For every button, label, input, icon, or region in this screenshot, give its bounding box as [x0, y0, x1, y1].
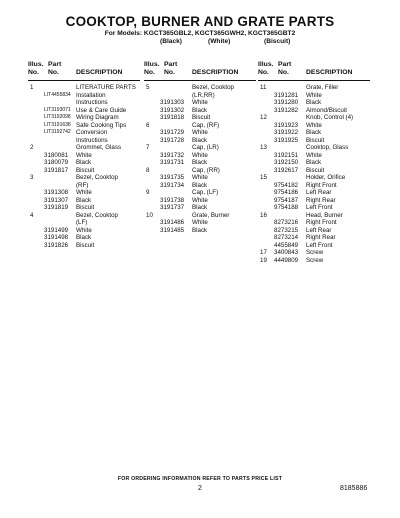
part-number: 3191734	[160, 181, 185, 189]
part-description: Instructions	[76, 99, 108, 106]
part-description: Holder, Orifice	[306, 174, 346, 181]
parts-row	[258, 92, 370, 100]
parts-row	[144, 107, 256, 115]
part-description: White	[76, 226, 92, 234]
part-number: 9754187	[274, 196, 299, 204]
parts-row	[144, 84, 256, 92]
part-number: 3191498	[44, 234, 69, 241]
parts-row	[28, 144, 140, 152]
part-number: 4449809	[274, 256, 299, 264]
part-description: Cap, (LF)	[192, 189, 219, 196]
illustration-number: 2	[30, 144, 34, 151]
part-number: 3191817	[44, 166, 69, 174]
part-number: 3191307	[44, 196, 69, 204]
part-description: (LR,RR)	[192, 91, 215, 99]
part-description: Bezel, Cooktop	[76, 211, 118, 219]
part-number: 8273216	[274, 219, 299, 226]
part-description: Cap, (LR)	[192, 144, 219, 151]
parts-row	[28, 219, 140, 227]
part-number: 3191728	[160, 136, 185, 144]
part-number: 3180079	[44, 159, 69, 166]
part-number: 3191280	[274, 99, 299, 106]
part-header-line2: No.	[164, 69, 175, 76]
part-description: Cap, (RF)	[192, 121, 220, 129]
illustration-number: 6	[146, 121, 150, 129]
part-number: 3191499	[44, 226, 69, 234]
parts-row	[28, 99, 140, 107]
part-description: Biscuit	[76, 166, 95, 174]
part-description: White	[306, 151, 322, 159]
illustration-number: 15	[260, 174, 267, 181]
part-number: 3191818	[160, 114, 185, 121]
parts-row	[28, 167, 140, 175]
parts-row	[144, 129, 256, 137]
part-number: 3191732	[160, 151, 185, 159]
parts-row	[258, 234, 370, 242]
parts-row	[144, 159, 256, 167]
parts-row	[28, 189, 140, 197]
model-color-biscuit: (Biscuit)	[264, 38, 291, 45]
parts-row	[144, 99, 256, 107]
part-header-line2: No.	[278, 69, 289, 76]
part-description: Installation	[76, 91, 106, 99]
part-description: Cooktop, Glass	[306, 144, 349, 151]
part-number: 3191731	[160, 159, 185, 166]
part-number: 8273214	[274, 234, 299, 241]
part-number: 3191282	[274, 106, 299, 114]
parts-row	[144, 114, 256, 122]
illustration-number: 13	[260, 144, 267, 151]
ordering-note: FOR ORDERING INFORMATION REFER TO PARTS PRICE LIST	[117, 476, 283, 482]
parts-row	[258, 219, 370, 227]
illus-header	[28, 61, 44, 77]
parts-row	[144, 152, 256, 160]
parts-row	[28, 204, 140, 212]
part-description: Right Front	[306, 181, 337, 189]
description-header-line2: DESCRIPTION	[306, 69, 353, 76]
part-number: 3180081	[44, 151, 69, 159]
part-number: 3191308	[44, 189, 69, 196]
illustration-number: 3	[30, 174, 34, 181]
parts-row	[28, 159, 140, 167]
parts-row	[28, 234, 140, 242]
part-number: 3191486	[160, 219, 185, 226]
parts-row	[144, 92, 256, 100]
illus-header-line1: Illus.	[144, 61, 160, 68]
part-number: 3192151	[274, 151, 299, 159]
parts-row	[144, 212, 256, 220]
part-header-line1: Part	[48, 61, 62, 68]
part-number: 9754186	[274, 189, 299, 196]
part-description: Grate, Burner	[192, 211, 230, 219]
part-description: Biscuit	[306, 136, 325, 144]
part-description: Knob, Control (4)	[306, 114, 354, 121]
description-header-line2: DESCRIPTION	[76, 69, 123, 76]
part-description: Black	[306, 159, 322, 166]
illustration-number: 9	[146, 189, 150, 196]
parts-row	[144, 182, 256, 190]
part-description: Right Rear	[306, 234, 336, 241]
illustration-number: 4	[30, 211, 34, 219]
part-description: White	[192, 196, 208, 204]
part-description: Left Rear	[306, 226, 332, 234]
description-header	[192, 61, 238, 77]
part-description: Biscuit	[76, 241, 95, 249]
part-description: Black	[192, 204, 208, 211]
part-number: 3191923	[274, 121, 299, 129]
parts-row	[258, 197, 370, 205]
parts-row	[28, 152, 140, 160]
parts-row	[258, 212, 370, 220]
part-number: 9754182	[274, 181, 299, 189]
illustration-number: 1	[30, 84, 34, 91]
parts-row	[258, 204, 370, 212]
parts-row	[28, 107, 140, 115]
parts-row	[144, 137, 256, 145]
part-description: Black	[76, 234, 92, 241]
illustration-number: 17	[260, 249, 267, 256]
parts-row	[144, 227, 256, 235]
part-header	[48, 61, 61, 77]
parts-row	[28, 242, 140, 250]
part-number: 3191925	[274, 136, 299, 144]
part-description: Left Rear	[306, 189, 332, 196]
parts-row	[258, 242, 370, 250]
description-header	[306, 61, 352, 77]
illus-header-line1: Illus.	[28, 61, 44, 68]
part-number: 3191281	[274, 91, 299, 99]
parts-row	[258, 167, 370, 175]
part-description: Right Front	[306, 219, 337, 226]
parts-row	[28, 84, 140, 92]
part-number: 3191302	[160, 106, 185, 114]
parts-row	[258, 152, 370, 160]
part-description: Bezel, Cooktop	[192, 84, 234, 91]
model-color-white: (White)	[208, 38, 231, 45]
illus-header-line2: No.	[28, 69, 39, 76]
part-number: 9754188	[274, 204, 299, 211]
part-number: LIT3193071	[44, 106, 71, 113]
parts-row	[28, 129, 140, 137]
part-header-line1: Part	[278, 61, 292, 68]
illustration-number: 16	[260, 211, 267, 219]
models-line: For Models: KGCT365GBL2, KGCT365GWH2, KGCT365GBT2	[104, 30, 296, 37]
part-number: LIT3192098	[44, 114, 71, 120]
part-description: Grommet, Glass	[76, 144, 122, 151]
part-number: 3191826	[44, 241, 69, 249]
part-description: Black	[192, 181, 208, 189]
part-description: White	[192, 129, 208, 136]
part-number: 4455849	[274, 241, 299, 249]
parts-row	[28, 212, 140, 220]
illustration-number: 19	[260, 256, 267, 264]
part-number: 3192617	[274, 166, 299, 174]
parts-column-1	[28, 58, 140, 249]
part-description: Instructions	[76, 136, 108, 144]
description-header	[76, 61, 122, 77]
parts-row	[144, 189, 256, 197]
part-description: Wiring Diagram	[76, 114, 119, 121]
part-number: 3192150	[274, 159, 299, 166]
part-description: Black	[76, 159, 92, 166]
part-number: LIT3191638	[44, 121, 71, 128]
parts-row	[258, 249, 370, 257]
part-header-line1: Part	[164, 61, 178, 68]
part-number: 3191735	[160, 174, 185, 181]
parts-row	[28, 114, 140, 122]
column-header	[144, 58, 256, 81]
illus-header	[144, 61, 160, 77]
part-number: 3191729	[160, 129, 185, 136]
parts-row	[258, 129, 370, 137]
parts-row	[28, 137, 140, 145]
part-number: LIT4455834	[44, 91, 71, 98]
part-number: 3191485	[160, 226, 185, 234]
part-description: Cap, (RR)	[192, 166, 220, 174]
part-number: 3191737	[160, 204, 185, 211]
part-number: LIT3192742	[44, 129, 71, 135]
part-description: Black	[306, 129, 322, 136]
part-description: Biscuit	[76, 204, 95, 211]
part-description: White	[192, 219, 208, 226]
part-description: LITERATURE PARTS	[76, 84, 136, 91]
part-description: Black	[192, 106, 208, 114]
illustration-number: 10	[146, 211, 153, 219]
part-description: Safe Cooking Tips	[76, 121, 127, 129]
part-description: Black	[192, 226, 208, 234]
part-description: Black	[306, 99, 322, 106]
part-number: 3191819	[44, 204, 69, 211]
part-description: Left Front	[306, 241, 333, 249]
parts-row	[144, 174, 256, 182]
part-description: Bezel, Cooktop	[76, 174, 118, 181]
illustration-number: 11	[260, 84, 267, 91]
part-description: Head, Burner	[306, 211, 343, 219]
part-header	[278, 61, 291, 77]
illustration-number: 7	[146, 144, 150, 151]
parts-row	[144, 167, 256, 175]
parts-row	[258, 99, 370, 107]
part-number: 3191303	[160, 99, 185, 106]
part-description: White	[192, 99, 208, 106]
parts-row	[258, 174, 370, 182]
parts-row	[258, 182, 370, 190]
part-description: White	[76, 151, 92, 159]
part-description: Right Rear	[306, 196, 336, 204]
parts-row	[258, 159, 370, 167]
model-color-black: (Black)	[160, 38, 182, 45]
document-number: 8185886	[340, 485, 368, 492]
part-description: Left Front	[306, 204, 333, 211]
illus-header	[258, 61, 274, 77]
part-description: White	[192, 174, 208, 181]
illus-header-line2: No.	[258, 69, 269, 76]
parts-row	[144, 204, 256, 212]
part-description: Biscuit	[192, 114, 211, 121]
parts-column-2	[144, 58, 256, 234]
part-number: 3191922	[274, 129, 299, 136]
parts-row	[144, 144, 256, 152]
part-description: (LF)	[76, 219, 88, 226]
part-description: Grate, Filler	[306, 84, 339, 91]
part-description: White	[306, 91, 322, 99]
parts-column-3	[258, 58, 370, 264]
part-number: 3400843	[274, 249, 299, 256]
part-number: 3191738	[160, 196, 185, 204]
illus-header-line2: No.	[144, 69, 155, 76]
page-title: COOKTOP, BURNER AND GRATE PARTS	[65, 14, 335, 29]
illustration-number: 12	[260, 114, 267, 121]
part-number: 8273215	[274, 226, 299, 234]
parts-row	[258, 137, 370, 145]
parts-row	[28, 92, 140, 100]
parts-list	[258, 84, 370, 264]
parts-row	[258, 122, 370, 130]
part-description: Biscuit	[306, 166, 325, 174]
part-description: (RF)	[76, 181, 89, 189]
parts-row	[258, 227, 370, 235]
part-description: Conversion	[76, 129, 108, 136]
column-header	[28, 58, 140, 81]
parts-row	[28, 174, 140, 182]
parts-row	[258, 144, 370, 152]
page-number: 2	[198, 485, 202, 492]
part-description: Screw	[306, 249, 324, 256]
part-description: Almond/Biscuit	[306, 106, 347, 114]
parts-row	[144, 219, 256, 227]
column-header	[258, 58, 370, 81]
part-description: White	[306, 121, 322, 129]
parts-row	[144, 122, 256, 130]
illustration-number: 5	[146, 84, 150, 91]
parts-row	[28, 197, 140, 205]
part-description: White	[192, 151, 208, 159]
part-description: Use & Care Guide	[76, 106, 127, 114]
illustration-number: 8	[146, 166, 150, 174]
parts-row	[258, 107, 370, 115]
parts-row	[258, 189, 370, 197]
parts-row	[28, 182, 140, 190]
parts-row	[258, 84, 370, 92]
part-header-line2: No.	[48, 69, 59, 76]
parts-row	[28, 122, 140, 130]
parts-row	[258, 114, 370, 122]
parts-list	[28, 84, 140, 249]
parts-list	[144, 84, 256, 234]
parts-row	[28, 227, 140, 235]
part-description: White	[76, 189, 92, 196]
parts-row	[144, 197, 256, 205]
description-header-line2: DESCRIPTION	[192, 69, 239, 76]
part-description: Black	[76, 196, 92, 204]
part-description: Black	[192, 159, 208, 166]
part-description: Screw	[306, 256, 324, 264]
part-header	[164, 61, 177, 77]
illus-header-line1: Illus.	[258, 61, 274, 68]
part-description: Black	[192, 136, 208, 144]
parts-row	[258, 257, 370, 265]
